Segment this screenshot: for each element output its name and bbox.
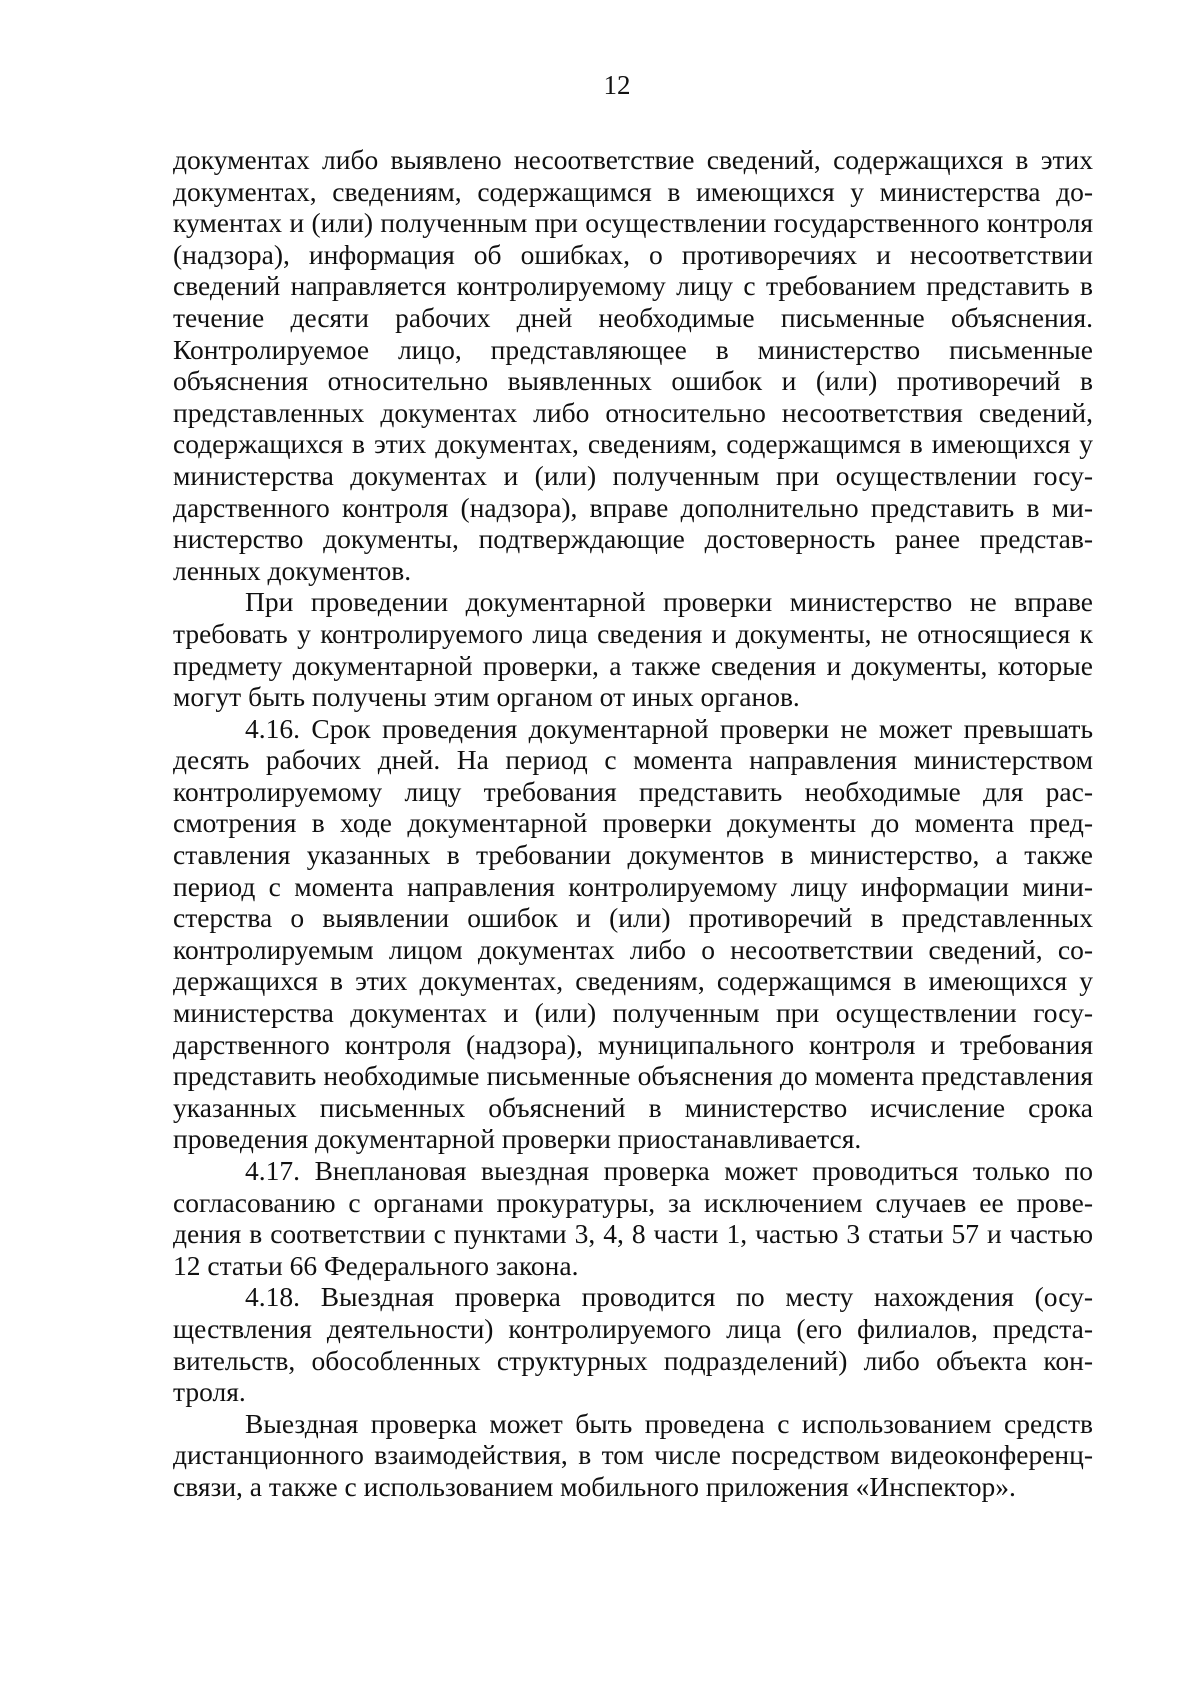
page-number: 12 <box>603 70 631 100</box>
paragraph-4-17: 4.17. Внеплановая выездная проверка может проводиться только по согласованию с органами прокуратуры, за исключением случаев ее проведения в соответствии с пунктами 3, 4, 8 части 1, частью 3 статьи 57 и частью 12 статьи 66 Федерального закона. <box>173 1155 1093 1281</box>
document-body <box>173 144 1093 1503</box>
paragraph-documentary-check-restrictions: При проведении документарной проверки министерство не вправе требовать у контролируемого лица сведения и документы, не относящиеся к предмету документарной проверки, а также сведения и документы, которые могут быть получены этим органом от иных органов. <box>173 586 1093 713</box>
paragraph-4-18: 4.18. Выездная проверка проводится по месту нахождения (осуществления деятельности) контролируемого лица (его филиалов, представительств, обособленных структурных подразделений) либо объекта контроля. <box>173 1281 1093 1408</box>
paragraph-continuation: документах либо выявлено несоответствие сведений, содержащихся в этих документах, сведениям, содержащимся в имеющихся у министерства документах и (или) полученным при осуществлении государственного контроля (надзора), информация об ошибках, о противоречиях и несоответствии сведений направляется контролируемому лицу с требованием представить в течение десяти рабочих дней необходимые письменные объяснения. Контролируемое лицо, представляющее в министерство письменные объяснения относительно выявленных ошибок и (или) противоречий в представленных документах либо относительно несоответствия сведений, содержащихся в этих документах, сведениям, содержащимся в имеющихся у министерства документах и (или) полученным при осуществлении государственного контроля (надзора), вправе дополнительно представить в министерство документы, подтверждающие достоверность ранее представленных документов. <box>173 144 1093 586</box>
paragraph-4-16: 4.16. Срок проведения документарной проверки не может превышать десять рабочих дней. На период с момента направления министерством контролируемому лицу требования представить необходимые для рассмотрения в ходе документарной проверки документы до момента представления указанных в требовании документов в министерство, а также период с момента направления контролируемому лицу информации министерства о выявлении ошибок и (или) противоречий в представленных контролируемым лицом документах либо о несоответствии сведений, содержащихся в этих документах, сведениям, содержащимся в имеющихся у министерства документах и (или) полученным при осуществлении государственного контроля (надзора), муниципального контроля и требования представить необходимые письменные объяснения до момента представления указанных письменных объяснений в министерство исчисление срока проведения документарной проверки приостанавливается. <box>173 712 1093 1155</box>
paragraph-remote-inspection: Выездная проверка может быть проведена с использованием средств дистанционного взаимодействия, в том числе посредством видеоконференц-связи, а также с использованием мобильного приложения «Инспектор». <box>173 1407 1093 1502</box>
